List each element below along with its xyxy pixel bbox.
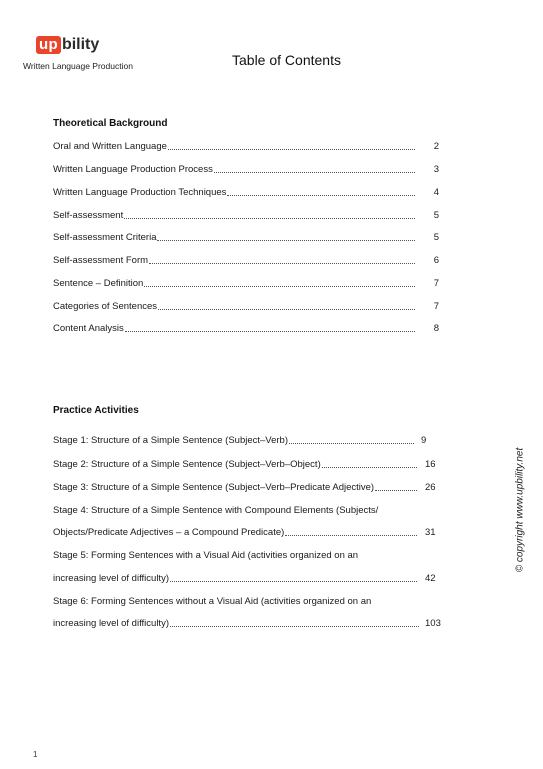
logo-wordmark: bility: [61, 36, 100, 53]
toc-entry: Self-assessment Criteria 5: [53, 232, 439, 243]
toc-entry: increasing level of difficulty) 42: [53, 573, 436, 584]
toc-entry: Self-assessment 5: [53, 210, 439, 221]
toc-entry: Objects/Predicate Adjectives – a Compound Predicate) 31: [53, 527, 436, 538]
toc-entry: Sentence – Definition 7: [53, 278, 439, 289]
toc-entry-line: Stage 4: Structure of a Simple Sentence with Compound Elements (Subjects/: [53, 505, 379, 516]
toc-entry: Written Language Production Process 3: [53, 164, 439, 175]
toc-entry: Written Language Production Techniques 4: [53, 187, 439, 198]
toc-entry: Oral and Written Language 2: [53, 141, 439, 152]
page-title: Table of Contents: [232, 52, 341, 68]
toc-entry: increasing level of difficulty) 103: [53, 618, 441, 629]
logo-mark: up: [36, 36, 61, 54]
toc-entry: Categories of Sentences 7: [53, 301, 439, 312]
section-heading-practice: Practice Activities: [53, 405, 139, 416]
toc-entry: Stage 3: Structure of a Simple Sentence (Subject–Verb–Predicate Adjective) 26: [53, 482, 436, 493]
upbility-logo: [36, 36, 99, 54]
toc-entry: Stage 2: Structure of a Simple Sentence (Subject–Verb–Object) 16: [53, 459, 436, 470]
toc-entry-line: Stage 5: Forming Sentences with a Visual Aid (activities organized on an: [53, 550, 359, 561]
toc-entry: Self-assessment Form 6: [53, 255, 439, 266]
toc-entry-line: Stage 6: Forming Sentences without a Visual Aid (activities organized on an: [53, 596, 372, 607]
toc-entry: Content Analysis 8: [53, 323, 439, 334]
section-heading-theoretical: Theoretical Background: [53, 118, 168, 129]
copyright-notice: © copyright www.upbility.net: [514, 447, 526, 573]
toc-entry: Stage 1: Structure of a Simple Sentence (Subject–Verb) 9: [53, 435, 427, 446]
logo-subtitle: Written Language Production: [23, 61, 133, 71]
page-number: 1: [33, 750, 38, 759]
